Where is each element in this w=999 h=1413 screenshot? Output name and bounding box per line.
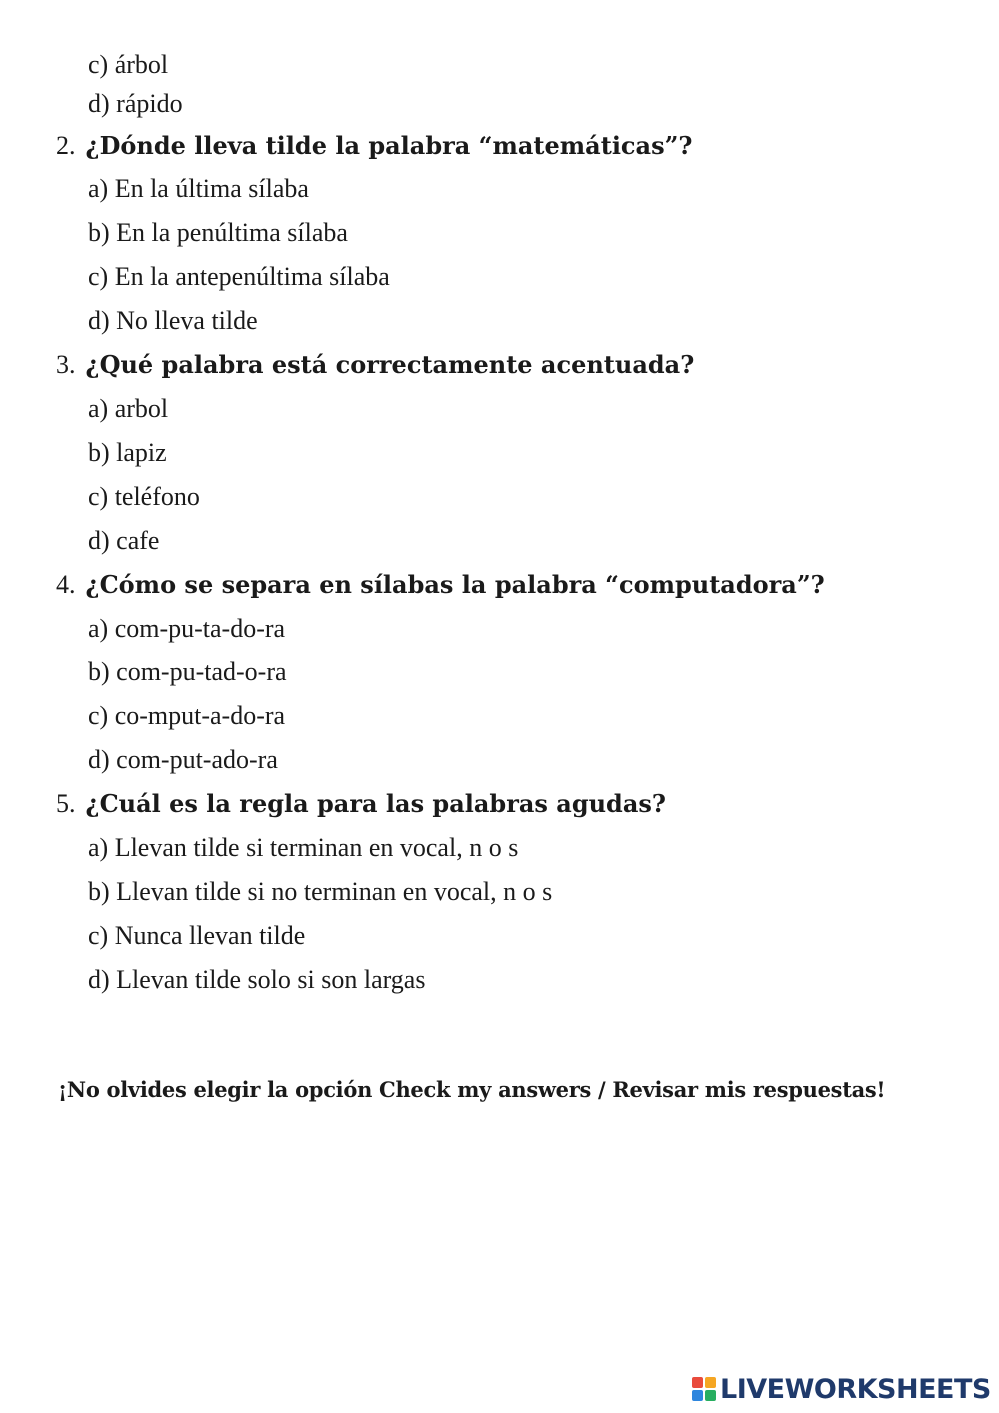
q3-option-b[interactable]: b) lapiz [88,438,167,467]
question-text: ¿Qué palabra está correctamente acentuada? [85,350,695,379]
question-number: 2. [56,131,76,160]
question-2 [56,131,692,161]
logo-text: LIVEWORKSHEETS [720,1373,991,1405]
question-4 [56,570,825,600]
q4-option-c[interactable]: c) co-mput-a-do-ra [88,701,286,730]
check-answers-reminder: ¡No olvides elegir la opción Check my answers / Revisar mis respuestas! [58,1077,886,1102]
q2-option-a[interactable]: a) En la última sílaba [88,174,309,203]
q1-option-d[interactable]: d) rápido [88,89,183,118]
logo-tile [692,1377,703,1388]
question-5 [56,789,666,819]
q4-option-b[interactable]: b) com-pu-tad-o-ra [88,657,287,686]
liveworksheets-logo-icon [692,1377,716,1401]
logo-tile [692,1390,703,1401]
question-number: 5. [56,789,76,818]
q3-option-a[interactable]: a) arbol [88,394,169,423]
q2-option-d[interactable]: d) No lleva tilde [88,306,258,335]
question-text: ¿Cómo se separa en sílabas la palabra “computadora”? [85,570,825,599]
liveworksheets-logo [692,1372,991,1406]
q2-option-c[interactable]: c) En la antepenúltima sílaba [88,262,390,291]
q4-option-d[interactable]: d) com-put-ado-ra [88,745,278,774]
q2-option-b[interactable]: b) En la penúltima sílaba [88,218,348,247]
logo-tile [705,1390,716,1401]
question-number: 3. [56,350,76,379]
logo-tile [705,1377,716,1388]
q3-option-c[interactable]: c) teléfono [88,482,200,511]
q5-option-b[interactable]: b) Llevan tilde si no terminan en vocal, n o s [88,877,553,906]
q5-option-d[interactable]: d) Llevan tilde solo si son largas [88,965,426,994]
q1-option-c[interactable]: c) árbol [88,50,169,79]
question-number: 4. [56,570,76,599]
question-text: ¿Cuál es la regla para las palabras agudas? [85,789,666,818]
question-3 [56,350,694,380]
question-text: ¿Dónde lleva tilde la palabra “matemáticas”? [85,131,693,160]
q5-option-a[interactable]: a) Llevan tilde si terminan en vocal, n o s [88,833,519,862]
q5-option-c[interactable]: c) Nunca llevan tilde [88,921,306,950]
q4-option-a[interactable]: a) com-pu-ta-do-ra [88,614,286,643]
q3-option-d[interactable]: d) cafe [88,526,160,555]
